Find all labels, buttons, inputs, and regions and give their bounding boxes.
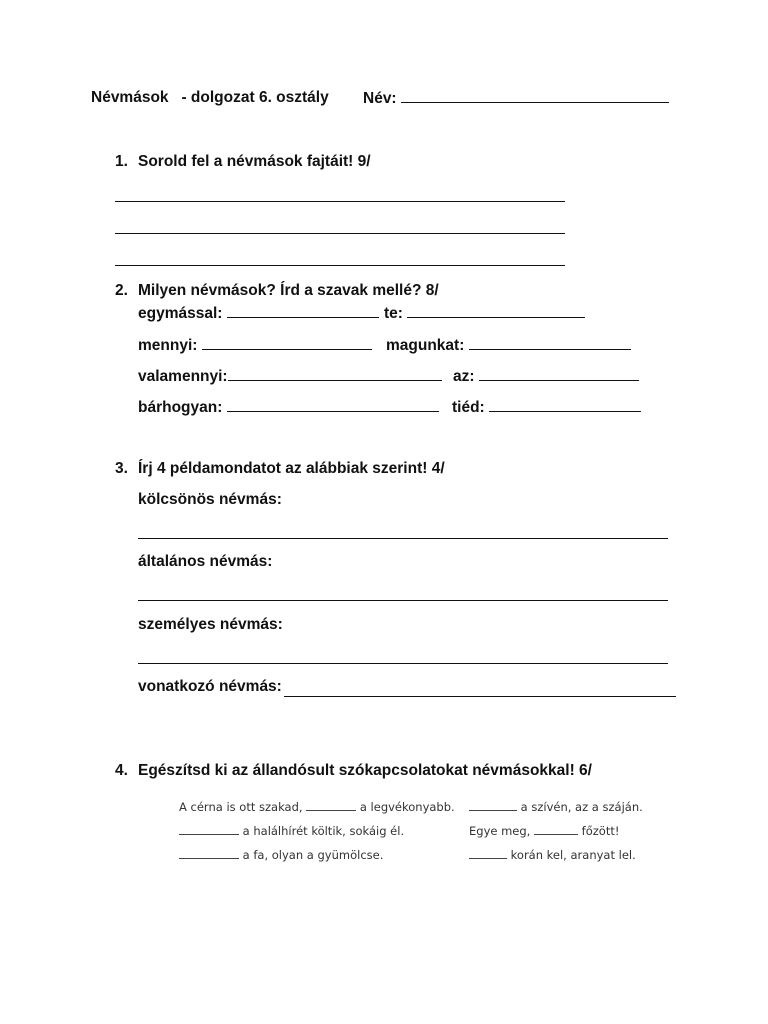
q2-word-label: mennyi: [138, 337, 198, 354]
q2-blank[interactable] [228, 366, 442, 381]
phrase-text: a halálhírét költik, sokáig él. [242, 824, 405, 838]
q2-item-magunkat[interactable] [386, 335, 631, 356]
q2-blank[interactable] [479, 366, 639, 381]
q2-item-valamennyi[interactable] [138, 366, 442, 387]
q2-blank[interactable] [227, 303, 379, 318]
q4-number: 4. [115, 762, 128, 779]
q2-item-az[interactable] [453, 366, 639, 387]
q2-blank[interactable] [227, 397, 439, 412]
name-label: Név: [363, 90, 397, 107]
phrase-blank[interactable] [534, 823, 578, 835]
phrase-blank[interactable] [469, 847, 507, 859]
q2-word-label: valamennyi: [138, 368, 228, 385]
q2-word-label: egymással: [138, 305, 223, 322]
name-field[interactable] [363, 88, 669, 109]
phrase-text: főzött! [581, 824, 620, 838]
phrase-blank[interactable] [179, 823, 239, 835]
title-text: Névmások - dolgozat 6. osztály [91, 89, 329, 106]
q2-item-tied[interactable] [452, 397, 641, 418]
q4-phrase-5[interactable] [179, 847, 383, 863]
q1-number: 1. [115, 153, 128, 170]
q3-number: 3. [115, 460, 128, 477]
q3-answer-line-4[interactable] [284, 696, 676, 697]
q2-word-label: magunkat: [386, 337, 465, 354]
q3-item-vonatkozo: vonatkozó névmás: [138, 678, 282, 695]
phrase-blank[interactable] [179, 847, 239, 859]
q2-number: 2. [115, 282, 128, 299]
q2-blank[interactable] [202, 335, 372, 350]
q2-item-barhogyan[interactable] [138, 397, 439, 418]
q4-phrase-2[interactable] [469, 799, 643, 815]
phrase-blank[interactable] [469, 799, 517, 811]
q3-answer-line-3[interactable] [138, 663, 668, 664]
q1-answer-line-1[interactable] [115, 201, 565, 202]
q3-answer-line-1[interactable] [138, 538, 668, 539]
phrase-text: korán kel, aranyat lel. [510, 848, 636, 862]
q2-word-label: bárhogyan: [138, 399, 223, 416]
q4-text: Egészítsd ki az állandósult szókapcsolatokat névmásokkal! 6/ [138, 762, 592, 779]
phrase-blank[interactable] [306, 799, 356, 811]
q2-text: Milyen névmások? Írd a szavak mellé? 8/ [138, 282, 439, 299]
phrase-text: a szívén, az a száján. [520, 800, 643, 814]
q2-word-label: te: [384, 305, 403, 322]
phrase-text: a legvékonyabb. [359, 800, 455, 814]
worksheet-title [91, 88, 329, 108]
q4-phrase-1[interactable] [179, 799, 455, 815]
q3-text: Írj 4 példamondatot az alábbiak szerint! 4/ [138, 460, 445, 477]
name-blank[interactable] [401, 88, 669, 103]
q3-item-altalanos: általános névmás: [138, 553, 273, 570]
q3-item-kolcsonos: kölcsönös névmás: [138, 491, 282, 508]
q2-item-te[interactable] [384, 303, 585, 324]
q1-answer-line-2[interactable] [115, 233, 565, 234]
q4-phrase-3[interactable] [179, 823, 404, 839]
q2-word-label: az: [453, 368, 475, 385]
q3-item-szemelyes: személyes névmás: [138, 616, 283, 633]
q2-blank[interactable] [489, 397, 641, 412]
q1-answer-line-3[interactable] [115, 265, 565, 266]
q2-word-label: tiéd: [452, 399, 485, 416]
phrase-text: a fa, olyan a gyümölcse. [242, 848, 384, 862]
phrase-text: Egye meg, [469, 824, 531, 838]
q2-blank[interactable] [469, 335, 631, 350]
q4-phrase-6[interactable] [469, 847, 636, 863]
phrase-text: A cérna is ott szakad, [179, 800, 303, 814]
q1-text: Sorold fel a névmások fajtáit! 9/ [138, 153, 371, 170]
q3-answer-line-2[interactable] [138, 600, 668, 601]
q2-item-mennyi[interactable] [138, 335, 372, 356]
q2-item-egymassal[interactable] [138, 303, 379, 324]
q2-blank[interactable] [407, 303, 585, 318]
q4-phrase-4[interactable] [469, 823, 619, 839]
